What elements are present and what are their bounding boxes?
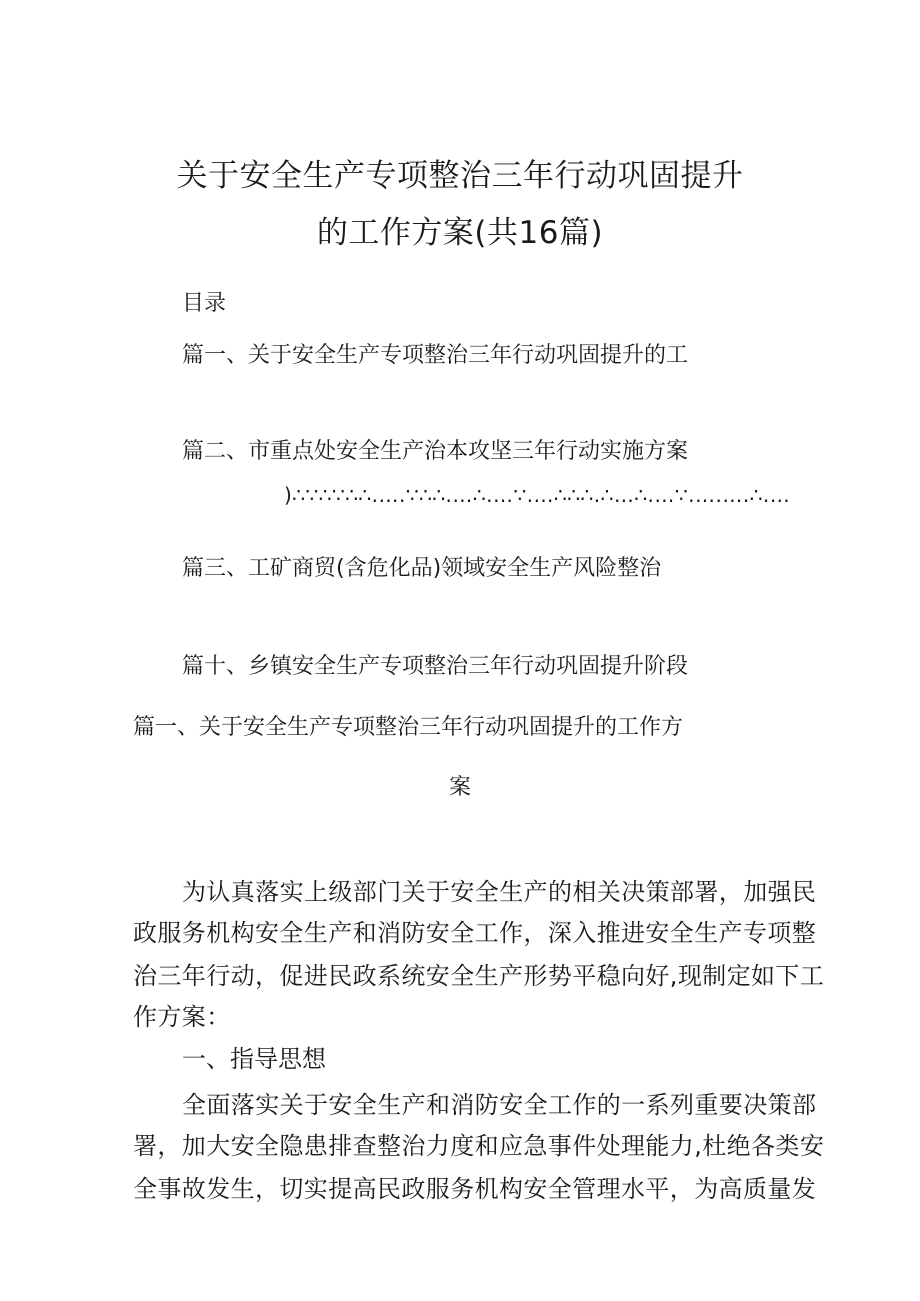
- section-heading-guiding-ideology: 一、指导思想: [182, 1045, 326, 1073]
- intro-paragraph-line: 治三年行动，促进民政系统安全生产形势平稳向好,现制定如下工: [133, 962, 825, 990]
- toc-heading: 目录: [182, 291, 227, 316]
- section-title-continuation: 案: [448, 775, 471, 800]
- body-paragraph-line: 全事故发生，切实提高民政服务机构安全管理水平，为高质量发: [133, 1175, 817, 1203]
- toc-item-1: 篇一、关于安全生产专项整治三年行动巩固提升的工: [182, 343, 689, 368]
- section-title: 篇一、关于安全生产专项整治三年行动巩固提升的工作方: [133, 715, 684, 740]
- intro-paragraph-line: 作方案：: [133, 1003, 231, 1031]
- document-title-line-2: 的工作方案(共16篇): [316, 215, 604, 251]
- intro-paragraph-line: 政服务机构安全生产和消防安全工作，深入推进安全生产专项整: [133, 919, 817, 947]
- body-paragraph-line: 全面落实关于安全生产和消防安全工作的一系列重要决策部: [182, 1091, 817, 1119]
- toc-item-3: 篇三、工矿商贸(含危化品)领域安全生产风险整治: [182, 556, 662, 581]
- toc-leader-dots: )∴∵∴∵∴∴.….∵∴∴.…∴.…∵.…∴∴∴.∴…∴.…∵.….….∴.…: [284, 483, 791, 507]
- toc-item-4: 篇十、乡镇安全生产专项整治三年行动巩固提升阶段: [182, 654, 689, 679]
- intro-paragraph-line: 为认真落实上级部门关于安全生产的相关决策部署，加强民: [182, 878, 817, 906]
- body-paragraph-line: 署，加大安全隐患排查整治力度和应急事件处理能力,杜绝各类安: [133, 1132, 825, 1160]
- toc-item-2: 篇二、市重点处安全生产治本攻坚三年行动实施方案: [182, 439, 689, 464]
- document-title-line-1: 关于安全生产专项整治三年行动巩固提升: [176, 158, 744, 194]
